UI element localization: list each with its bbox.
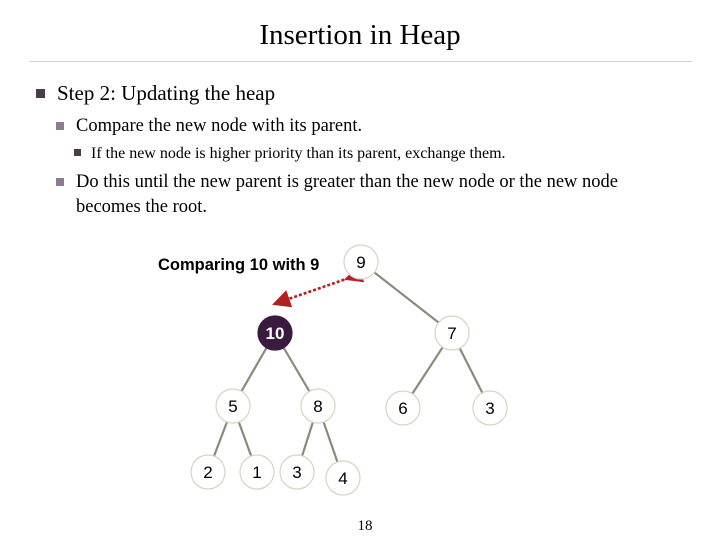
- node-label: 10: [265, 324, 285, 343]
- node-label: 3: [485, 399, 495, 418]
- node-label: 3: [292, 463, 302, 482]
- bullet-line-2: becomes the root.: [76, 197, 207, 217]
- heap-node-n5: [216, 389, 250, 423]
- node-label: 8: [313, 397, 323, 416]
- bullet-text: Step 2: Updating the heap: [57, 81, 276, 105]
- heap-node-n3b: [280, 455, 314, 489]
- heap-node-n8: [301, 389, 335, 423]
- bullet-text: If the new node is higher priority than its parent, exchange them.: [91, 145, 506, 162]
- comparison-arrow-line: [277, 278, 349, 303]
- heap-node-n7: [435, 316, 469, 350]
- heap-node-n9: [344, 245, 378, 279]
- heap-node-n1: [240, 455, 274, 489]
- heap-node-n4: [326, 461, 360, 495]
- slide-title: Insertion in Heap: [259, 19, 461, 51]
- heap-node-n2: [191, 455, 225, 489]
- node-label: 7: [447, 324, 457, 343]
- tree-edges: [208, 262, 490, 478]
- bullet-text: Compare the new node with its parent.: [76, 116, 363, 136]
- node-label: 9: [356, 253, 366, 272]
- tree-nodes: [191, 245, 507, 495]
- node-label: 5: [228, 397, 238, 416]
- bullet-line-1: Do this until the new parent is greater than the new node or the new node: [76, 172, 618, 192]
- node-label: 1: [252, 463, 262, 482]
- heap-node-n10: [258, 316, 292, 350]
- heap-node-n3a: [473, 391, 507, 425]
- node-label: 2: [203, 463, 213, 482]
- comparison-label: Comparing 10 with 9: [158, 256, 320, 274]
- node-label: 4: [338, 469, 348, 488]
- heap-node-n6: [386, 391, 420, 425]
- node-label: 6: [398, 399, 408, 418]
- comparison-arrow: [277, 278, 349, 303]
- page-number: 18: [357, 518, 373, 534]
